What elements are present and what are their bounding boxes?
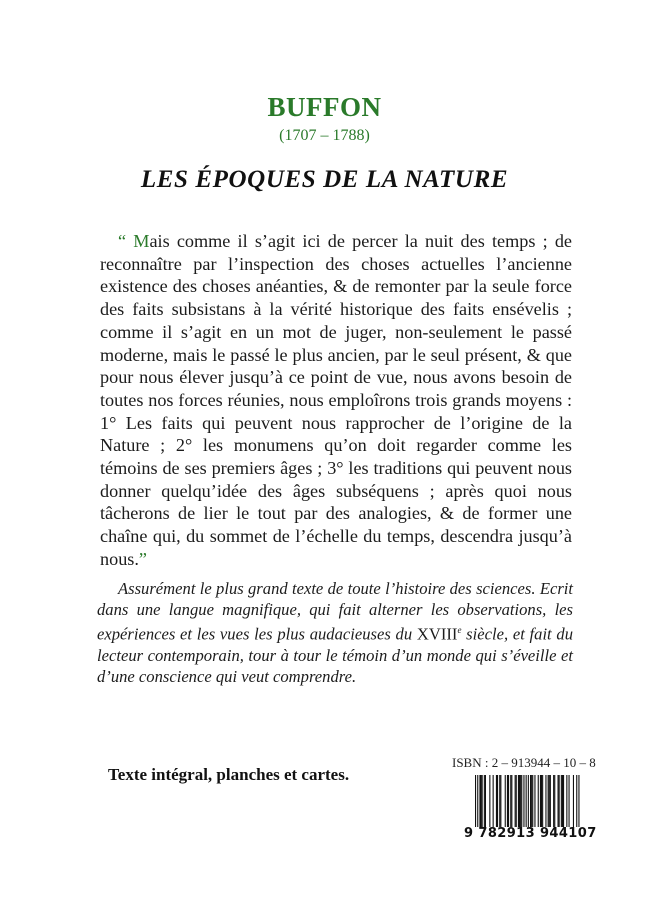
author-name: BUFFON [267, 92, 382, 122]
barcode-bar [563, 775, 564, 829]
barcode-bar [507, 775, 508, 829]
quote-initial: M [133, 231, 150, 251]
barcode-bar [554, 775, 555, 829]
barcode-bar [510, 775, 511, 829]
blurb-text-end: siècle, et fait du lecteur contemporain, tour à tour le témoin d’un monde qui s’éveille et d’une conscience qui veut comprendre. [97, 624, 573, 686]
quote-close-mark: ” [138, 548, 147, 569]
barcode-bar [569, 775, 570, 829]
barcode-bar [493, 775, 494, 829]
barcode-bar [516, 775, 517, 829]
barcode-bar [538, 775, 539, 829]
barcode-bar [499, 775, 500, 829]
barcode-bar [475, 775, 476, 829]
barcode-bar [500, 775, 501, 829]
barcode-bar [558, 775, 559, 829]
barcode-bar [496, 775, 497, 829]
barcode-digits: 9 782913 944107 [464, 826, 597, 841]
barcode-bar [489, 775, 490, 829]
barcode-bar [573, 775, 574, 829]
barcode-bar [545, 775, 546, 829]
barcode-bar [482, 775, 483, 829]
barcode-bar [497, 775, 498, 829]
barcode-bar [519, 775, 520, 829]
barcode-bar [534, 775, 535, 829]
contents-note: Texte intégral, planches et cartes. [108, 765, 350, 784]
barcode-bar [532, 775, 533, 829]
barcode-bar [484, 775, 485, 829]
blurb-text-start: Assurément le plus grand texte de toute l’histoire des sciences. Ecrit dans une langue magnifique, qui fait alterner les observations, les expériences et les vues les plus audacieuses du [97, 579, 573, 644]
barcode-bar [479, 775, 480, 829]
barcode-bar [481, 775, 482, 829]
barcode-bar [561, 775, 562, 829]
barcode-bar [515, 775, 516, 829]
barcode-bar [520, 775, 521, 829]
barcode-bar [485, 775, 486, 829]
barcode-bar [562, 775, 563, 829]
barcode-bar [559, 775, 560, 829]
author-dates: (1707 – 1788) [279, 127, 370, 144]
blurb-century-suffix: e [457, 625, 462, 635]
barcode-bar [566, 775, 567, 829]
barcode-bar [508, 775, 509, 829]
barcode-bar [477, 775, 478, 829]
barcode-bar [550, 775, 551, 829]
blurb-century: XVIII [416, 624, 458, 644]
quote-open-mark: “ [118, 231, 134, 251]
barcode-bar [518, 775, 519, 829]
barcode-bar [540, 775, 541, 829]
barcode-bar [578, 775, 579, 829]
book-title: LES ÉPOQUES DE LA NATURE [140, 166, 509, 193]
barcode-bar [531, 775, 532, 829]
barcode-bar [530, 775, 531, 829]
barcode-bar [528, 775, 529, 829]
quote-body: ais comme il s’agit ici de percer la nuit des temps ; de reconnaître par l’inspection des choses actuelles l’ancienne existence des choses anéanties, & de remonter par la seule force des faits subsistans à la vérité historique des faits ensévelis ; comme il s’agit en un mot de juger, non-seulement le passé moderne, mais le passé le plus ancien, par le seul présent, & que pour nous élever jusqu’à ce point de vue, nous avons besoin de toutes nos forces réunies, nous emploîrons trois grands moyens : 1° Les faits qui peuvent nous rapprocher de l’origine de la Nature ; 2° les monumens qu’on doit regarder comme les témoins de ses premiers âges ; 3° les traditions qui peuvent nous donner quelqu’idée des âges subséquens ; après quoi nous tâcherons de lier le tout par des analogies, & de former une chaîne qui, du sommet de l’échelle du temps, descendra jusqu’à nous. [100, 231, 572, 569]
barcode-bar [576, 775, 577, 829]
barcode-bar [505, 775, 506, 829]
barcode-bar [542, 775, 543, 829]
barcode-bar [549, 775, 550, 829]
barcode-bar [523, 775, 524, 829]
barcode-bar [521, 775, 522, 829]
barcode-bar [548, 775, 549, 829]
isbn-label: ISBN : 2 – 913944 – 10 – 8 [452, 755, 596, 770]
barcode-bar [511, 775, 512, 829]
quote-paragraph [100, 230, 572, 571]
barcode-bar [526, 775, 527, 829]
blurb-paragraph [97, 578, 573, 687]
barcode-bar [541, 775, 542, 829]
barcode-bars [462, 775, 586, 831]
barcode-bar [553, 775, 554, 829]
